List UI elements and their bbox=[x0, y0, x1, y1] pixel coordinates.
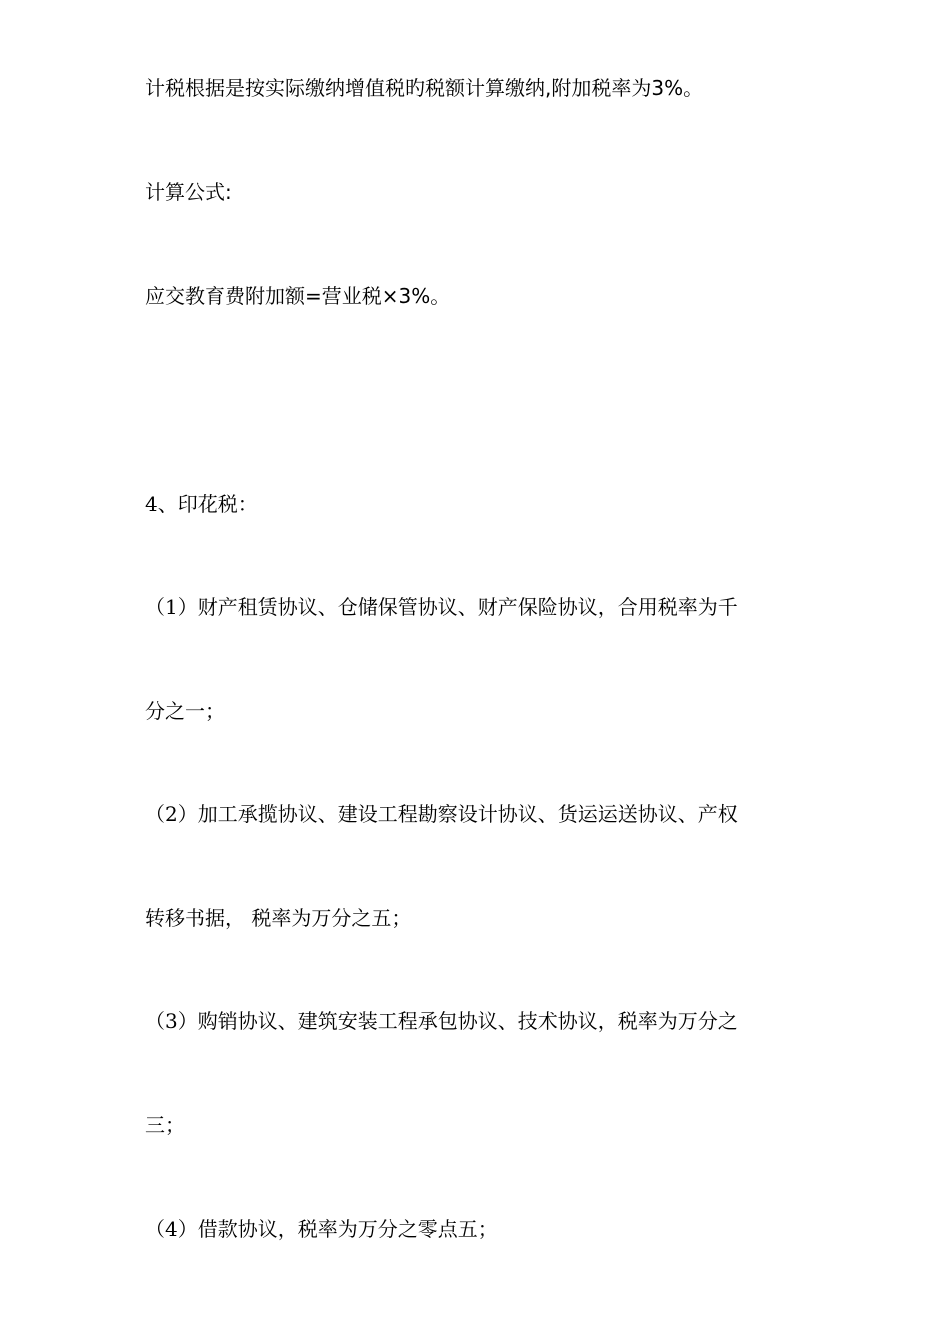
list-item-3-line-2: 三； bbox=[145, 1113, 185, 1137]
list-item-3-line-1: （3）购销协议、建筑安装工程承包协议、技术协议，税率为万分之 bbox=[145, 1009, 738, 1033]
list-item-1-line-2: 分之一； bbox=[145, 699, 225, 723]
paragraph-tax-basis: 计税根据是按实际缴纳增值税旳税额计算缴纳,附加税率为3%。 bbox=[145, 76, 704, 100]
list-item-2-line-2: 转移书据， 税率为万分之五； bbox=[145, 906, 412, 930]
list-item-1-line-1: （1）财产租赁协议、仓储保管协议、财产保险协议，合用税率为千 bbox=[145, 595, 738, 619]
list-item-2-line-1: （2）加工承揽协议、建设工程勘察设计协议、货运运送协议、产权 bbox=[145, 802, 738, 826]
paragraph-formula: 应交教育费附加额=营业税×3%。 bbox=[145, 284, 451, 308]
paragraph-formula-label: 计算公式: bbox=[145, 180, 232, 204]
list-item-4: （4）借款协议，税率为万分之零点五； bbox=[145, 1217, 498, 1241]
heading-stamp-tax: 4、印花税： bbox=[145, 492, 258, 516]
